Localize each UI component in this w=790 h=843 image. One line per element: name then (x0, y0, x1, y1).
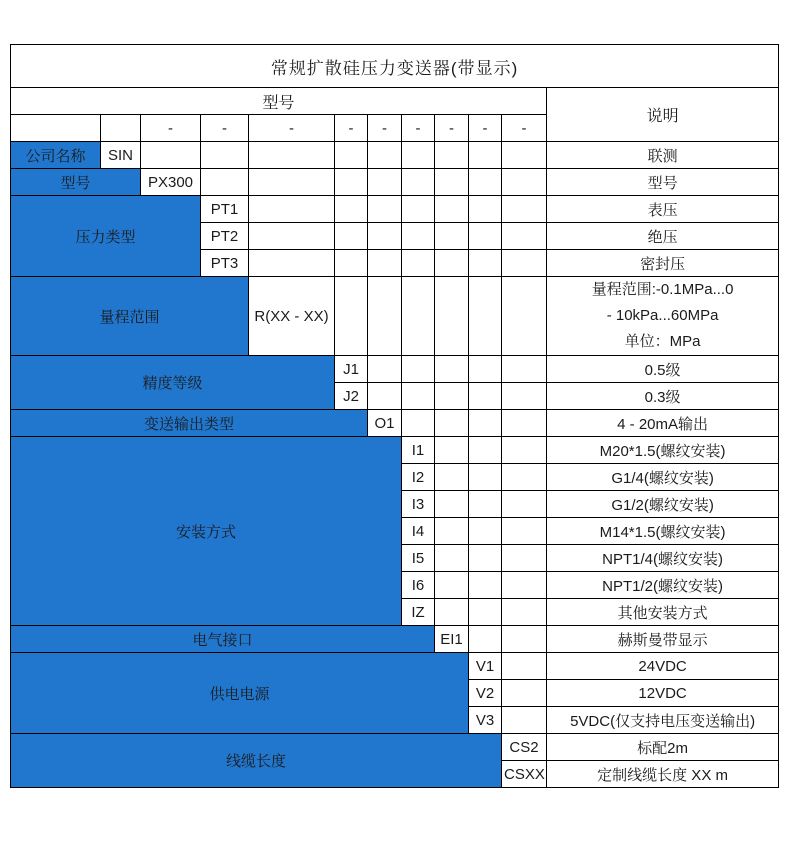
empty-cell (469, 250, 502, 277)
empty-cell (502, 653, 547, 680)
mounting-desc: G1/2(螺纹安装) (547, 491, 779, 518)
model-desc: 型号 (547, 169, 779, 196)
empty-cell (469, 277, 502, 356)
mounting-desc: G1/4(螺纹安装) (547, 464, 779, 491)
mounting-code: I1 (402, 437, 435, 464)
empty-cell (141, 142, 201, 169)
model-row (11, 169, 779, 196)
pressure-type-code: PT3 (201, 250, 249, 277)
accuracy-code: J2 (335, 383, 368, 410)
cable-desc: 定制线缆长度 XX m (547, 761, 779, 788)
empty-cell (435, 437, 469, 464)
model-selection-table (10, 44, 779, 788)
output-code: O1 (368, 410, 402, 437)
empty-cell (402, 196, 435, 223)
output-label: 变送输出类型 (11, 410, 368, 437)
description-header: 说明 (547, 88, 779, 142)
empty-cell (469, 356, 502, 383)
empty-cell (469, 383, 502, 410)
separator-cell: - (402, 115, 435, 142)
separator-cell: - (201, 115, 249, 142)
company-row (11, 142, 779, 169)
electrical-row (11, 626, 779, 653)
mounting-code: I6 (402, 572, 435, 599)
pressure-type-desc: 绝压 (547, 223, 779, 250)
cable-label: 线缆长度 (11, 734, 502, 788)
mounting-code: I2 (402, 464, 435, 491)
empty-cell (502, 250, 547, 277)
empty-cell (402, 250, 435, 277)
spec-table (10, 44, 779, 788)
empty-cell (469, 518, 502, 545)
cable-desc: 标配2m (547, 734, 779, 761)
empty-cell (502, 518, 547, 545)
empty-cell (368, 196, 402, 223)
separator-cell: - (502, 115, 547, 142)
empty-cell (335, 277, 368, 356)
empty-cell (502, 599, 547, 626)
empty-cell (435, 142, 469, 169)
empty-cell (435, 196, 469, 223)
empty-cell (469, 599, 502, 626)
empty-cell (469, 437, 502, 464)
range-desc (547, 277, 779, 356)
range-code: R(XX - XX) (249, 277, 335, 356)
empty-cell (368, 223, 402, 250)
separator-cell: - (368, 115, 402, 142)
empty-cell (502, 383, 547, 410)
empty-cell (502, 142, 547, 169)
empty-cell (502, 491, 547, 518)
empty-cell (368, 356, 402, 383)
power-desc: 12VDC (547, 680, 779, 707)
empty-cell (502, 545, 547, 572)
range-label: 量程范围 (11, 277, 249, 356)
model-code: PX300 (141, 169, 201, 196)
mounting-desc: NPT1/4(螺纹安装) (547, 545, 779, 572)
empty-cell (469, 545, 502, 572)
empty-cell (368, 169, 402, 196)
separator-cell: - (141, 115, 201, 142)
header-row (11, 88, 779, 115)
empty-cell (435, 169, 469, 196)
empty-cell (402, 277, 435, 356)
empty-cell (402, 142, 435, 169)
empty-cell (435, 599, 469, 626)
mounting-label: 安装方式 (11, 437, 402, 626)
power-code: V3 (469, 707, 502, 734)
empty-cell (402, 356, 435, 383)
pressure-type-row (11, 196, 779, 223)
cable-code: CSXX (502, 761, 547, 788)
pressure-type-desc: 表压 (547, 196, 779, 223)
pressure-type-label: 压力类型 (11, 196, 201, 277)
empty-cell (435, 356, 469, 383)
model-label: 型号 (11, 169, 141, 196)
empty-cell (502, 277, 547, 356)
range-desc-line: 单位：MPa (624, 333, 701, 350)
page-title: 常规扩散硅压力变送器(带显示) (11, 45, 779, 88)
empty-cell (469, 626, 502, 653)
empty-cell (249, 169, 335, 196)
empty-cell (435, 572, 469, 599)
empty-cell (201, 142, 249, 169)
empty-cell (249, 142, 335, 169)
empty-cell (435, 464, 469, 491)
accuracy-code: J1 (335, 356, 368, 383)
empty-cell (335, 169, 368, 196)
empty-cell (435, 491, 469, 518)
output-row (11, 410, 779, 437)
empty-cell (368, 277, 402, 356)
pressure-type-desc: 密封压 (547, 250, 779, 277)
empty-cell (469, 223, 502, 250)
company-label: 公司名称 (11, 142, 101, 169)
electrical-desc: 赫斯曼带显示 (547, 626, 779, 653)
accuracy-desc: 0.5级 (547, 356, 779, 383)
empty-cell (201, 169, 249, 196)
power-desc: 5VDC(仅支持电压变送输出) (547, 707, 779, 734)
mounting-desc: 其他安装方式 (547, 599, 779, 626)
empty-cell (469, 410, 502, 437)
empty-cell (335, 223, 368, 250)
empty-cell (502, 356, 547, 383)
empty-cell (11, 115, 101, 142)
empty-cell (435, 383, 469, 410)
empty-cell (368, 250, 402, 277)
empty-cell (502, 223, 547, 250)
empty-cell (502, 707, 547, 734)
empty-cell (435, 250, 469, 277)
power-code: V2 (469, 680, 502, 707)
power-code: V1 (469, 653, 502, 680)
empty-cell (502, 410, 547, 437)
output-desc: 4 - 20mA输出 (547, 410, 779, 437)
empty-cell (469, 572, 502, 599)
range-row (11, 277, 779, 356)
empty-cell (335, 142, 368, 169)
mounting-code: I3 (402, 491, 435, 518)
empty-cell (249, 196, 335, 223)
title-row (11, 45, 779, 88)
empty-cell (435, 277, 469, 356)
empty-cell (502, 169, 547, 196)
range-desc-line: - 10kPa...60MPa (606, 307, 719, 324)
empty-cell (502, 572, 547, 599)
empty-cell (368, 142, 402, 169)
empty-cell (469, 196, 502, 223)
empty-cell (402, 169, 435, 196)
range-desc-line: 量程范围:-0.1MPa...0 (591, 281, 734, 298)
mounting-desc: NPT1/2(螺纹安装) (547, 572, 779, 599)
mounting-row (11, 437, 779, 464)
empty-cell (502, 464, 547, 491)
cable-row (11, 734, 779, 761)
electrical-code: EI1 (435, 626, 469, 653)
power-desc: 24VDC (547, 653, 779, 680)
cable-code: CS2 (502, 734, 547, 761)
empty-cell (101, 115, 141, 142)
mounting-code: I4 (402, 518, 435, 545)
pressure-type-code: PT2 (201, 223, 249, 250)
separator-cell: - (335, 115, 368, 142)
power-row (11, 653, 779, 680)
model-header: 型号 (11, 88, 547, 115)
empty-cell (335, 250, 368, 277)
company-desc: 联测 (547, 142, 779, 169)
empty-cell (435, 545, 469, 572)
empty-cell (368, 383, 402, 410)
empty-cell (469, 142, 502, 169)
empty-cell (469, 169, 502, 196)
empty-cell (502, 680, 547, 707)
empty-cell (249, 223, 335, 250)
empty-cell (402, 223, 435, 250)
separator-cell: - (249, 115, 335, 142)
empty-cell (435, 410, 469, 437)
accuracy-desc: 0.3级 (547, 383, 779, 410)
empty-cell (435, 223, 469, 250)
mounting-desc: M14*1.5(螺纹安装) (547, 518, 779, 545)
power-label: 供电电源 (11, 653, 469, 734)
company-code: SIN (101, 142, 141, 169)
empty-cell (402, 410, 435, 437)
mounting-desc: M20*1.5(螺纹安装) (547, 437, 779, 464)
mounting-code: IZ (402, 599, 435, 626)
separator-cell: - (469, 115, 502, 142)
empty-cell (469, 464, 502, 491)
empty-cell (502, 437, 547, 464)
empty-cell (502, 196, 547, 223)
empty-cell (502, 626, 547, 653)
empty-cell (402, 383, 435, 410)
pressure-type-code: PT1 (201, 196, 249, 223)
empty-cell (249, 250, 335, 277)
mounting-code: I5 (402, 545, 435, 572)
accuracy-row (11, 356, 779, 383)
empty-cell (335, 196, 368, 223)
separator-cell: - (435, 115, 469, 142)
empty-cell (435, 518, 469, 545)
accuracy-label: 精度等级 (11, 356, 335, 410)
electrical-label: 电气接口 (11, 626, 435, 653)
empty-cell (469, 491, 502, 518)
